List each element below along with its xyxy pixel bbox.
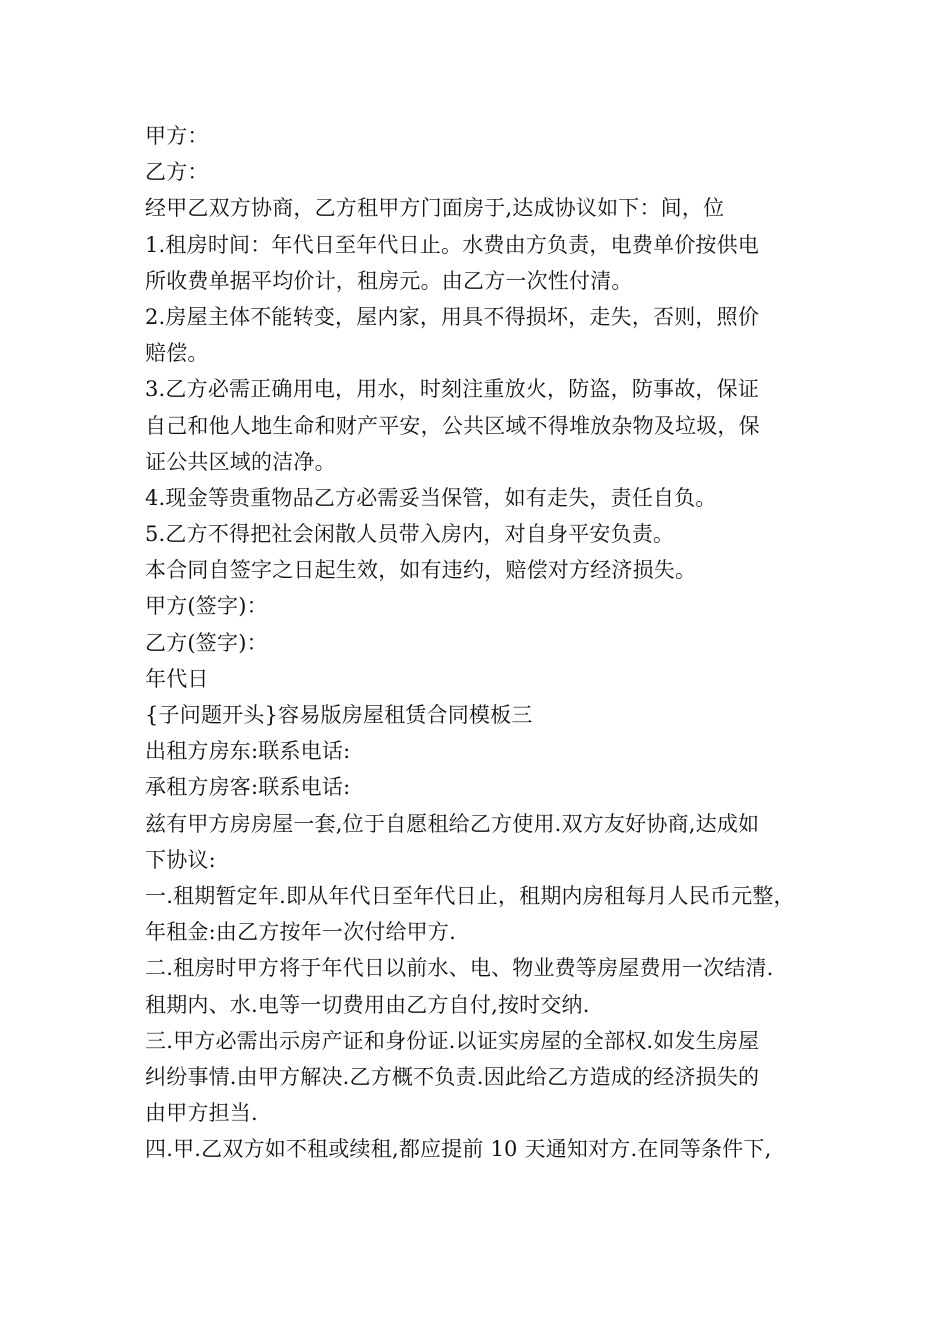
clause-3-line-1: 3.乙方必需正确用电，用水，时刻注重放火，防盗，防事故，保证 (145, 377, 760, 402)
clause-2-line-2: 赔偿。 (145, 341, 209, 366)
date-line: 年代日 (145, 666, 209, 691)
party-b-line: 乙方： (145, 160, 209, 185)
fees-clause-line-1: 二.租房时甲方将于年代日以前水、电、物业费等房屋费用一次结清. (145, 956, 774, 981)
clause-1-line-1: 1.租房时间：年代日至年代日止。水费由方负责，电费单价按供电 (145, 232, 760, 257)
term-clause-line-1: 一.租期暂定年.即从年代日至年代日止，租期内房租每月人民币元整， (145, 883, 795, 908)
ownership-clause-line-1: 三.甲方必需出示房产证和身份证.以证实房屋的全部权.如发生房屋 (145, 1028, 760, 1053)
clause-2-line-1: 2.房屋主体不能转变，屋内家，用具不得损坏，走失，否则，照价 (145, 304, 760, 329)
document-body (145, 118, 810, 1167)
template-heading: {子问题开头}容易版房屋租赁合同模板三 (145, 703, 533, 727)
lessee-line: 承租方房客:联系电话: (145, 775, 351, 800)
lessor-line: 出租方房东:联系电话: (145, 739, 351, 764)
ownership-clause-line-3: 由甲方担当. (145, 1101, 258, 1126)
party-a-line: 甲方： (145, 124, 209, 148)
effective-clause: 本合同自签字之日起生效，如有违约，赔偿对方经济损失。 (145, 558, 697, 583)
notice-clause-line-1: 四.甲.乙双方如不租或续租,都应提前 10 天通知对方.在同等条件下, (145, 1137, 772, 1162)
fees-clause-line-2: 租期内、水.电等一切费用由乙方自付,按时交纳. (145, 992, 590, 1017)
ownership-clause-line-2: 纠纷事情.由甲方解决.乙方概不负责.因此给乙方造成的经济损失的 (145, 1064, 760, 1089)
clause-3-line-2: 自己和他人地生命和财产平安，公共区域不得堆放杂物及垃圾，保 (145, 413, 760, 438)
clause-5-line: 5.乙方不得把社会闲散人员带入房内，对自身平安负责。 (145, 522, 675, 547)
party-a-signature: 甲方(签字)： (145, 594, 268, 619)
term-clause-line-2: 年租金:由乙方按年一次付给甲方. (145, 920, 456, 945)
template-intro-line-1: 兹有甲方房房屋一套,位于自愿租给乙方使用.双方友好协商,达成如 (145, 811, 760, 836)
clause-3-line-3: 证公共区域的洁净。 (145, 449, 336, 474)
agreement-intro: 经甲乙双方协商，乙方租甲方门面房于,达成协议如下：间，位 (145, 196, 725, 221)
party-b-signature: 乙方(签字)： (145, 630, 268, 655)
clause-4-line: 4.现金等贵重物品乙方必需妥当保管，如有走失，责任自负。 (145, 485, 717, 510)
clause-1-line-2: 所收费单据平均价计，租房元。由乙方一次性付清。 (145, 268, 633, 293)
template-intro-line-2: 下协议: (145, 847, 216, 872)
